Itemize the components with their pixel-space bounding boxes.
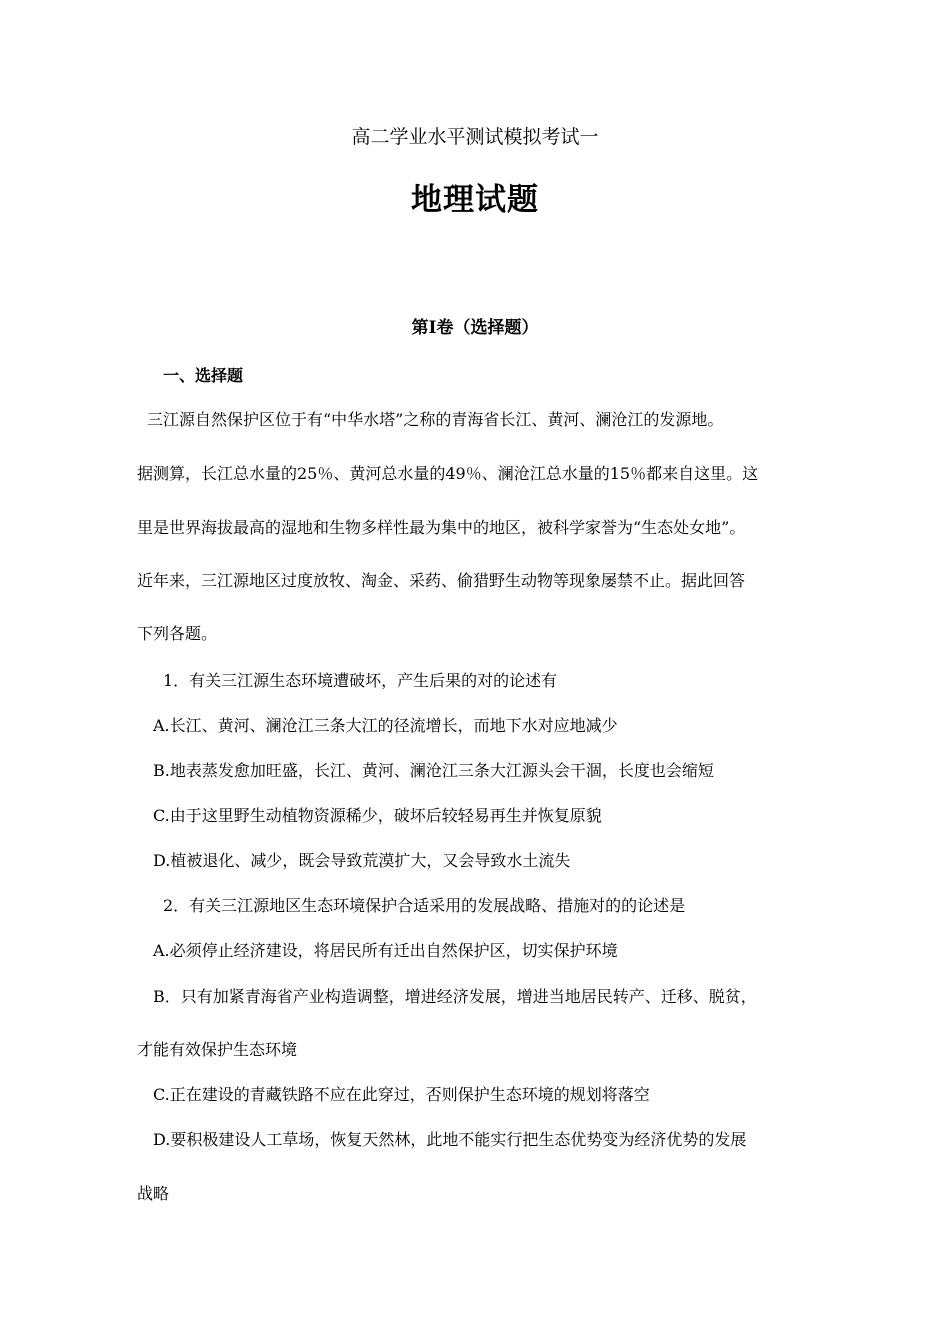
option-line: B.地表蒸发愈加旺盛，长江、黄河、澜沧江三条大江源头会干涸，长度也会缩短 (153, 761, 714, 780)
option-line: C.由于这里野生动植物资源稀少，破坏后较轻易再生并恢复原貌 (153, 806, 602, 825)
passage-line: 据测算，长江总水量的25％、黄河总水量的49％、澜沧江总水量的15％都来自这里。这 (137, 464, 759, 483)
option-continuation: 才能有效保护生态环境 (137, 1040, 298, 1059)
option-line: D.植被退化、减少，既会导致荒漠扩大，又会导致水土流失 (153, 851, 571, 870)
question-stem: 1．有关三江源生态环境遭破坏，产生后果的对的论述有 (163, 671, 558, 690)
part-heading: 第Ⅰ卷（选择题） (411, 318, 539, 338)
section-heading: 一、选择题 (163, 366, 244, 385)
option-line: C.正在建设的青藏铁路不应在此穿过，否则保护生态环境的规划将落空 (153, 1085, 650, 1104)
exam-subtitle: 高二学业水平测试模拟考试一 (351, 126, 599, 148)
option-line: A.必须停止经济建设，将居民所有迁出自然保护区，切实保护环境 (153, 941, 618, 960)
passage-line: 近年来，三江源地区过度放牧、淘金、采药、偷猎野生动物等现象屡禁不止。据此回答 (137, 571, 746, 590)
passage-line: 三江源自然保护区位于有“中华水塔”之称的青海省长江、黄河、澜沧江的发源地。 (147, 410, 724, 429)
option-line: B．只有加紧青海省产业构造调整，增进经济发展，增进当地居民转产、迁移、脱贫， (153, 987, 757, 1006)
passage-line: 下列各题。 (137, 624, 218, 643)
question-stem: 2．有关三江源地区生态环境保护合适采用的发展战略、措施对的的论述是 (163, 896, 686, 915)
option-line: D.要积极建设人工草场，恢复天然林，此地不能实行把生态优势变为经济优势的发展 (153, 1130, 747, 1149)
option-line: A.长江、黄河、澜沧江三条大江的径流增长，而地下水对应地减少 (153, 716, 618, 735)
option-continuation: 战略 (137, 1184, 170, 1203)
exam-title: 地理试题 (411, 182, 539, 218)
passage-line: 里是世界海拔最高的湿地和生物多样性最为集中的地区，被科学家誉为“生态处女地”。 (137, 518, 746, 537)
